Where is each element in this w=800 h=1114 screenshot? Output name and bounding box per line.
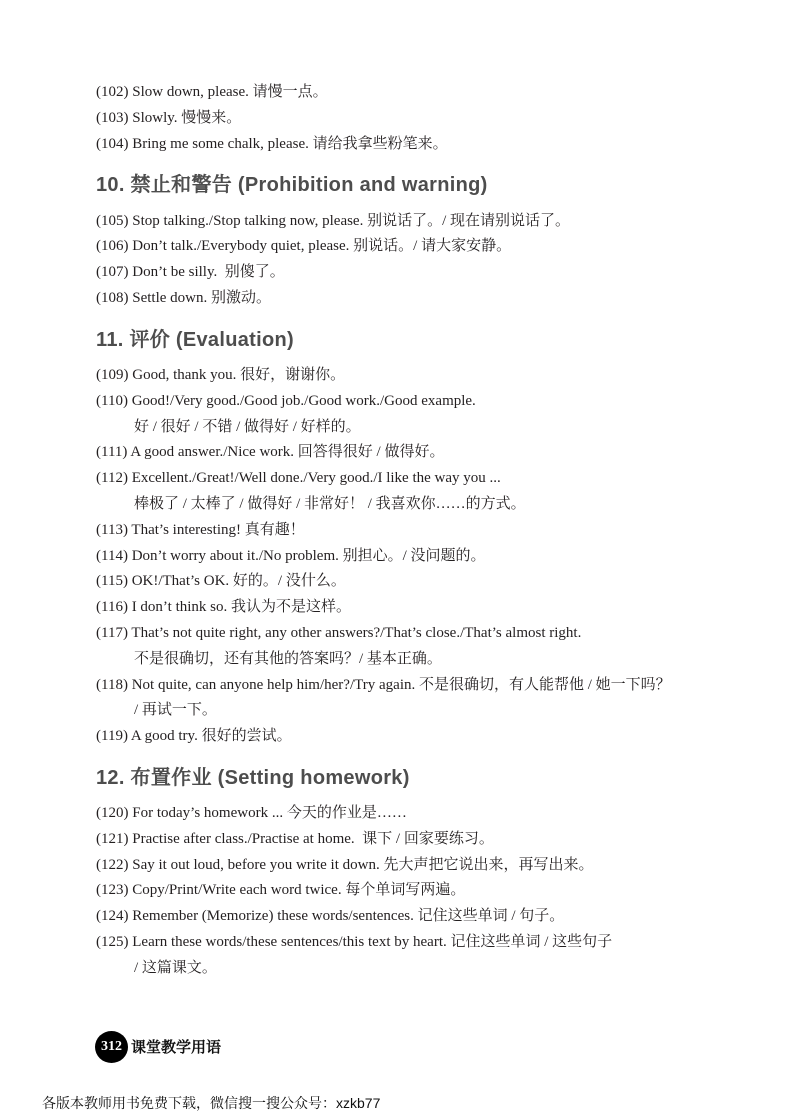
item-text: Excellent./Great!/Well done./Very good./I like the way you ... bbox=[131, 470, 501, 487]
item-number: (113) bbox=[96, 521, 128, 538]
item-number: (123) bbox=[96, 882, 129, 899]
section-heading-evaluation: 11. 评价 (Evaluation) bbox=[96, 328, 294, 351]
item-text: Good!/Very good./Good job./Good work./Good example. bbox=[131, 392, 476, 409]
item-number: (125) bbox=[96, 934, 129, 951]
section-heading-homework: 12. 布置作业 (Setting homework) bbox=[96, 767, 410, 789]
list-item bbox=[96, 132, 776, 158]
item-number: (102) bbox=[96, 84, 129, 100]
page-number-badge: 312 bbox=[95, 1031, 128, 1063]
list-item-continuation bbox=[96, 956, 776, 982]
item-text-continued: 不是很确切，还有其他的答案吗？/ 基本正确。 bbox=[134, 650, 442, 667]
item-text-continued: / 再试一下。 bbox=[134, 702, 217, 719]
item-number: (122) bbox=[96, 856, 129, 873]
list-item bbox=[96, 389, 776, 415]
item-text-continued: 好 / 很好 / 不错 / 做得好 / 好样的。 bbox=[134, 418, 361, 435]
item-text: For today’s homework ... 今天的作业是…… bbox=[132, 805, 407, 822]
item-text: Settle down. 别激动。 bbox=[132, 289, 271, 306]
item-number: (110) bbox=[96, 392, 128, 409]
item-text: Practise after class./Practise at home. 课下 / 回家要练习。 bbox=[132, 830, 494, 847]
list-item bbox=[96, 930, 776, 956]
item-number: (124) bbox=[96, 908, 129, 925]
item-text: Say it out loud, before you write it down. 先大声把它说出来，再写出来。 bbox=[132, 856, 594, 873]
list-item bbox=[96, 286, 776, 312]
list-item bbox=[96, 234, 776, 260]
item-number: (114) bbox=[96, 547, 128, 564]
list-item-continuation bbox=[96, 415, 776, 441]
item-text-continued: 棒极了 / 太棒了 / 做得好 / 非常好！ / 我喜欢你……的方式。 bbox=[134, 495, 526, 512]
item-number: (118) bbox=[96, 676, 128, 693]
item-text: Slow down, please. 请慢一点。 bbox=[132, 84, 328, 100]
item-text: Stop talking./Stop talking now, please. 别说话了。/ 现在请别说话了。 bbox=[132, 212, 571, 229]
item-text: OK!/That’s OK. 好的。/ 没什么。 bbox=[131, 573, 346, 590]
item-number: (108) bbox=[96, 289, 129, 306]
page-content bbox=[96, 80, 776, 982]
list-item bbox=[96, 801, 776, 827]
list-item bbox=[96, 724, 776, 750]
list-item-continuation bbox=[96, 698, 776, 724]
list-item-continuation bbox=[96, 492, 776, 518]
item-text: Don’t worry about it./No problem. 别担心。/ 没问题的。 bbox=[131, 547, 486, 564]
list-item bbox=[96, 904, 776, 930]
item-text: A good try. 很好的尝试。 bbox=[130, 728, 292, 745]
item-number: (111) bbox=[96, 444, 128, 461]
list-item bbox=[96, 440, 776, 466]
item-number: (112) bbox=[96, 470, 128, 487]
item-number: (115) bbox=[96, 573, 128, 590]
list-item bbox=[96, 878, 776, 904]
item-number: (116) bbox=[96, 599, 128, 616]
list-item bbox=[96, 363, 776, 389]
item-text: That’s not quite right, any other answers?/That’s close./That’s almost right. bbox=[131, 624, 582, 641]
item-text: I don’t think so. 我认为不是这样。 bbox=[131, 599, 351, 616]
list-item bbox=[96, 466, 776, 492]
item-text: Remember (Memorize) these words/sentences. 记住这些单词 / 句子。 bbox=[132, 908, 565, 925]
item-number: (121) bbox=[96, 830, 129, 847]
running-title: 课堂教学用语 bbox=[131, 1040, 222, 1056]
item-text: Not quite, can anyone help him/her?/Try again. 不是很确切，有人能帮他 / 她一下吗？ bbox=[131, 676, 671, 693]
item-text-continued: / 这篇课文。 bbox=[134, 959, 217, 976]
item-text: Copy/Print/Write each word twice. 每个单词写两遍。 bbox=[132, 882, 466, 899]
list-item bbox=[96, 544, 776, 570]
item-number: (107) bbox=[96, 264, 129, 281]
item-text: Don’t talk./Everybody quiet, please. 别说话。/ 请大家安静。 bbox=[132, 238, 512, 255]
download-notice: 各版本教师用书免费下载，微信搜一搜公众号：xzkb77 bbox=[42, 1095, 381, 1111]
list-item bbox=[96, 621, 776, 647]
item-number: (119) bbox=[96, 728, 128, 745]
section-heading-prohibition: 10. 禁止和警告 (Prohibition and warning) bbox=[96, 174, 488, 197]
list-item bbox=[96, 106, 776, 132]
item-number: (109) bbox=[96, 366, 129, 383]
list-item bbox=[96, 569, 776, 595]
item-number: (104) bbox=[96, 135, 129, 152]
item-text: Bring me some chalk, please. 请给我拿些粉笔来。 bbox=[132, 135, 448, 152]
list-item bbox=[96, 209, 776, 235]
item-number: (120) bbox=[96, 805, 129, 822]
list-item-continuation bbox=[96, 647, 776, 673]
item-text: Good, thank you. 很好，谢谢你。 bbox=[132, 366, 346, 383]
item-number: (117) bbox=[96, 624, 128, 641]
list-item bbox=[96, 518, 776, 544]
list-item bbox=[96, 595, 776, 621]
list-item bbox=[96, 827, 776, 853]
item-number: (105) bbox=[96, 212, 129, 229]
item-text: That’s interesting! 真有趣！ bbox=[131, 521, 305, 538]
item-number: (106) bbox=[96, 238, 129, 255]
item-text: Learn these words/these sentences/this text by heart. 记住这些单词 / 这些句子 bbox=[132, 934, 613, 951]
list-item bbox=[96, 80, 776, 106]
item-text: Don’t be silly. 别傻了。 bbox=[132, 264, 285, 281]
item-text: A good answer./Nice work. 回答得很好 / 做得好。 bbox=[130, 444, 445, 461]
item-text: Slowly. 慢慢来。 bbox=[132, 109, 242, 126]
item-number: (103) bbox=[96, 109, 129, 126]
list-item bbox=[96, 260, 776, 286]
list-item bbox=[96, 853, 776, 879]
list-item bbox=[96, 673, 776, 699]
